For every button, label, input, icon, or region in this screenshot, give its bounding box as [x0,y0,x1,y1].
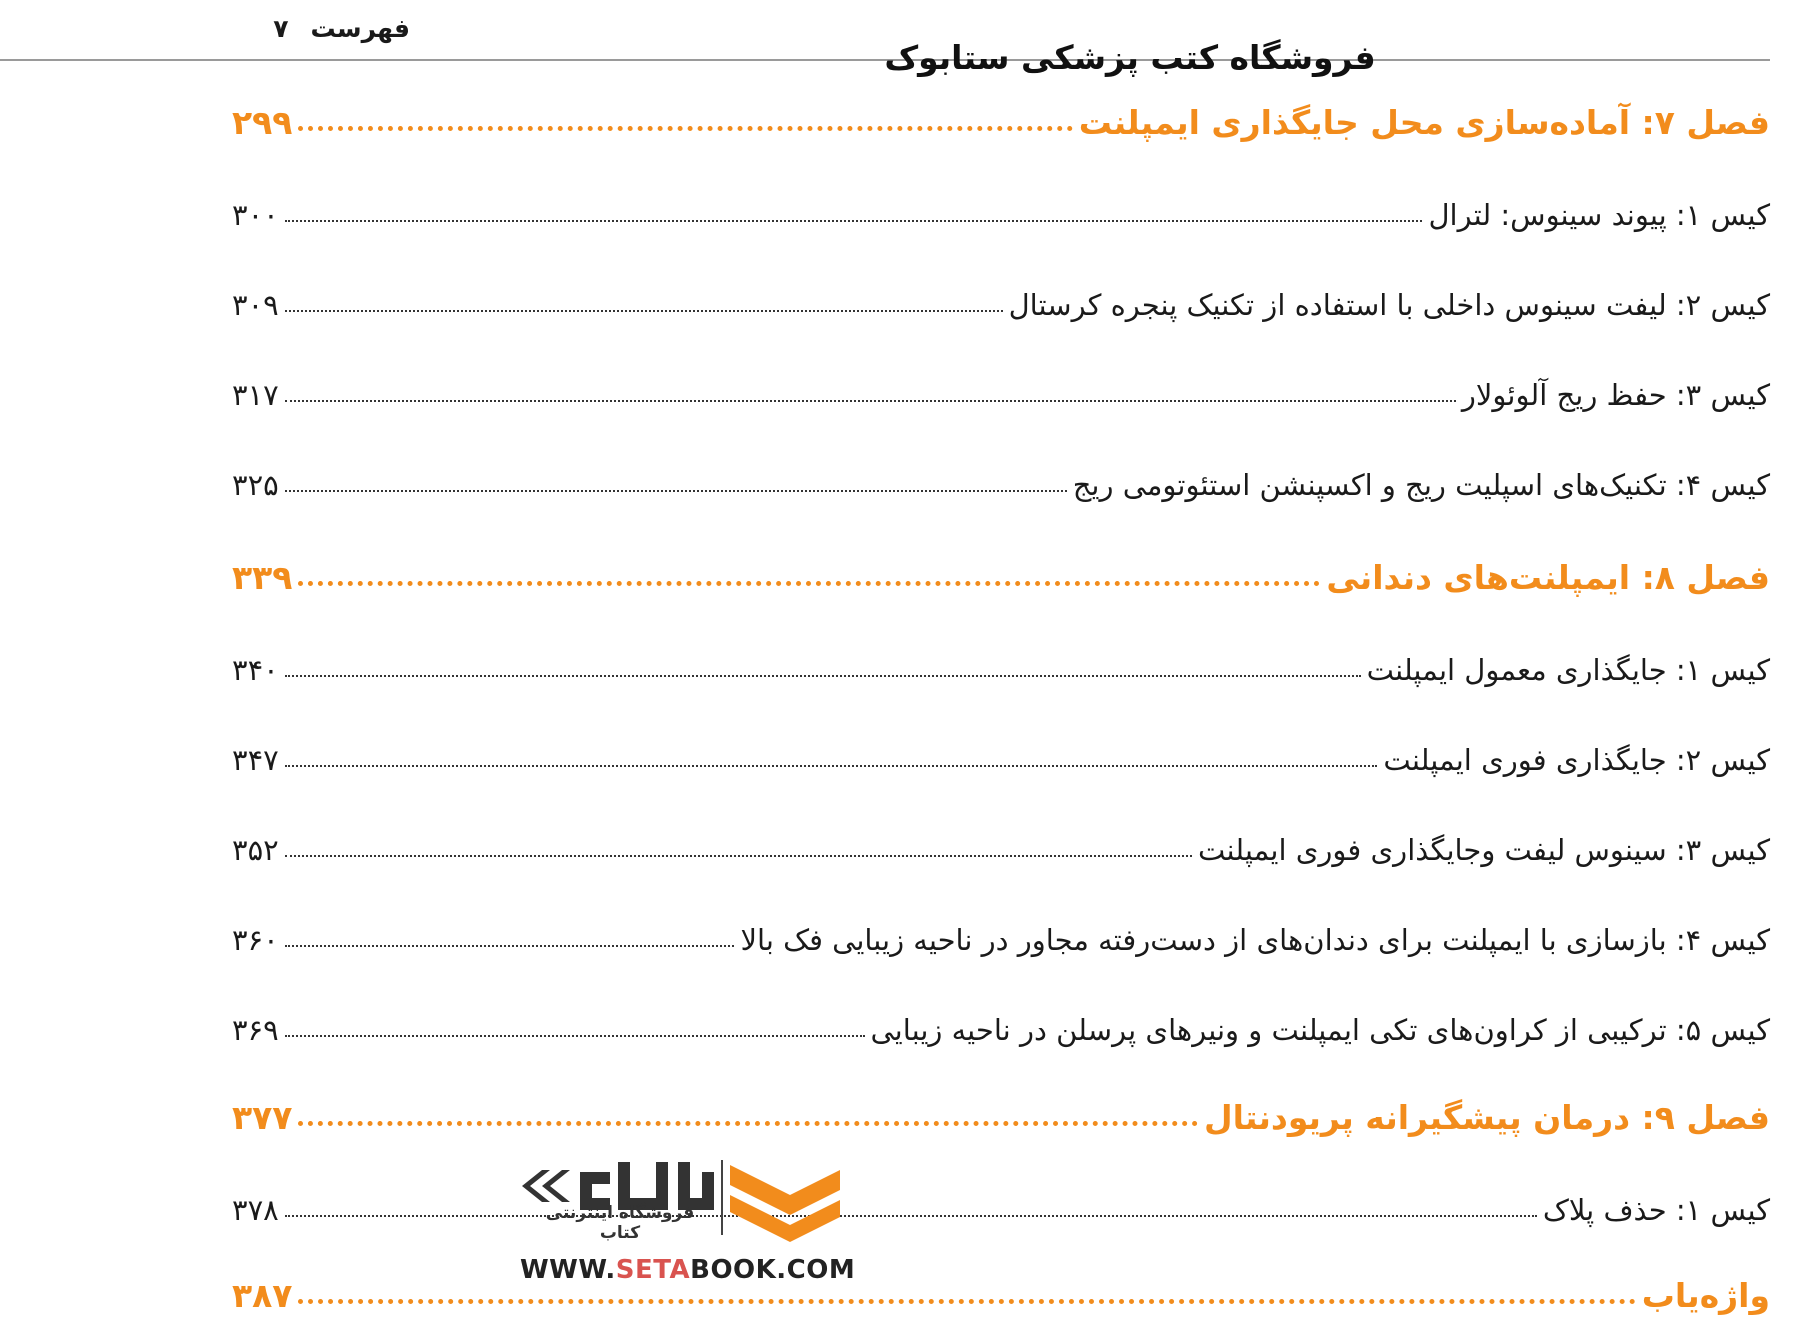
toc-page-number: ۳۷۸ [232,1193,279,1227]
dot-leader [298,581,1320,586]
dot-leader [285,400,1456,402]
logo-tagline: فروشگاه اینترنتی کتاب [545,1203,695,1243]
dot-leader [285,1035,865,1037]
case-title: کیس ۳: سینوس لیفت وجایگذاری فوری ایمپلنت [1198,833,1770,867]
toc-case-row [232,627,1770,687]
case-title: کیس ۳: حفظ ریج آلوئولار [1461,378,1770,412]
dot-leader [298,126,1072,131]
chapter-title: فصل ۷: آماده‌سازی محل جایگذاری ایمپلنت [1078,103,1770,142]
case-title: کیس ۱: جایگذاری معمول ایمپلنت [1366,653,1770,687]
case-title: کیس ۴: بازسازی با ایمپلنت برای دندان‌های از دست‌رفته مجاور در ناحیه زیبایی فک بالا [740,923,1770,957]
toc-chapter-row [232,1077,1770,1137]
toc-page-number: ۳۱۷ [232,378,279,412]
chapter-title: واژه‌یاب [1641,1276,1770,1315]
toc-chapter-row [232,1255,1770,1315]
toc-page-number: ۳۰۹ [232,288,279,322]
section-label: فهرست [310,14,410,43]
url-suffix: BOOK.COM [690,1255,856,1285]
dot-leader [285,220,1423,222]
dot-leader [298,1121,1198,1126]
toc-case-row [232,987,1770,1047]
toc-page-number: ۳۸۷ [232,1276,293,1315]
watermark-text: فروشگاه کتب پزشکی ستابوک [884,38,1376,77]
toc-case-row [232,717,1770,777]
running-header [250,14,410,43]
dot-leader [285,1215,1537,1217]
dot-leader [285,765,1378,767]
toc-case-row [232,807,1770,867]
page-number: ۷ [273,14,289,43]
chapter-title: فصل ۸: ایمپلنت‌های دندانی [1326,558,1770,597]
book-emblem-icon [730,1165,840,1242]
url-prefix: WWW. [520,1255,616,1285]
toc-case-row [232,1167,1770,1227]
case-title: کیس ۲: لیفت سینوس داخلی با استفاده از تکنیک پنجره کرستال [1008,288,1770,322]
case-title: کیس ۱: حذف پلاک [1542,1193,1770,1227]
logo-url [520,1255,856,1285]
toc-page-number: ۳۴۷ [232,743,279,777]
dot-leader [285,490,1067,492]
toc-page-number: ۳۴۰ [232,653,279,687]
toc-page-number: ۳۷۷ [232,1098,293,1137]
toc-page-number: ۳۳۹ [232,558,293,597]
toc-page-number: ۳۶۹ [232,1013,279,1047]
toc-chapter-row [232,537,1770,597]
toc-page-number: ۲۹۹ [232,103,293,142]
case-title: کیس ۴: تکنیک‌های اسپلیت ریج و اکسپنشن استئوتومی ریج [1072,468,1770,502]
dot-leader [285,310,1003,312]
toc-chapter-row [232,82,1770,142]
toc-case-row [232,352,1770,412]
toc-page-number: ۳۵۲ [232,833,279,867]
dot-leader [298,1299,1635,1304]
chapter-title: فصل ۹: درمان پیشگیرانه پریودنتال [1204,1098,1770,1137]
toc-case-row [232,172,1770,232]
toc-case-row [232,442,1770,502]
case-title: کیس ۵: ترکیبی از کراون‌های تکی ایمپلنت و ونیرهای پرسلن در ناحیه زیبایی [870,1013,1770,1047]
url-accent: SETA [615,1255,691,1285]
case-title: کیس ۱: پیوند سینوس: لترال [1428,198,1770,232]
toc-case-row [232,262,1770,322]
toc-page-number: ۳۰۰ [232,198,279,232]
dot-leader [285,675,1361,677]
toc-page-number: ۳۶۰ [232,923,279,957]
dot-leader [285,855,1192,857]
toc-page-number: ۳۲۵ [232,468,279,502]
dot-leader [285,945,735,947]
toc-case-row [232,897,1770,957]
case-title: کیس ۲: جایگذاری فوری ایمپلنت [1383,743,1770,777]
